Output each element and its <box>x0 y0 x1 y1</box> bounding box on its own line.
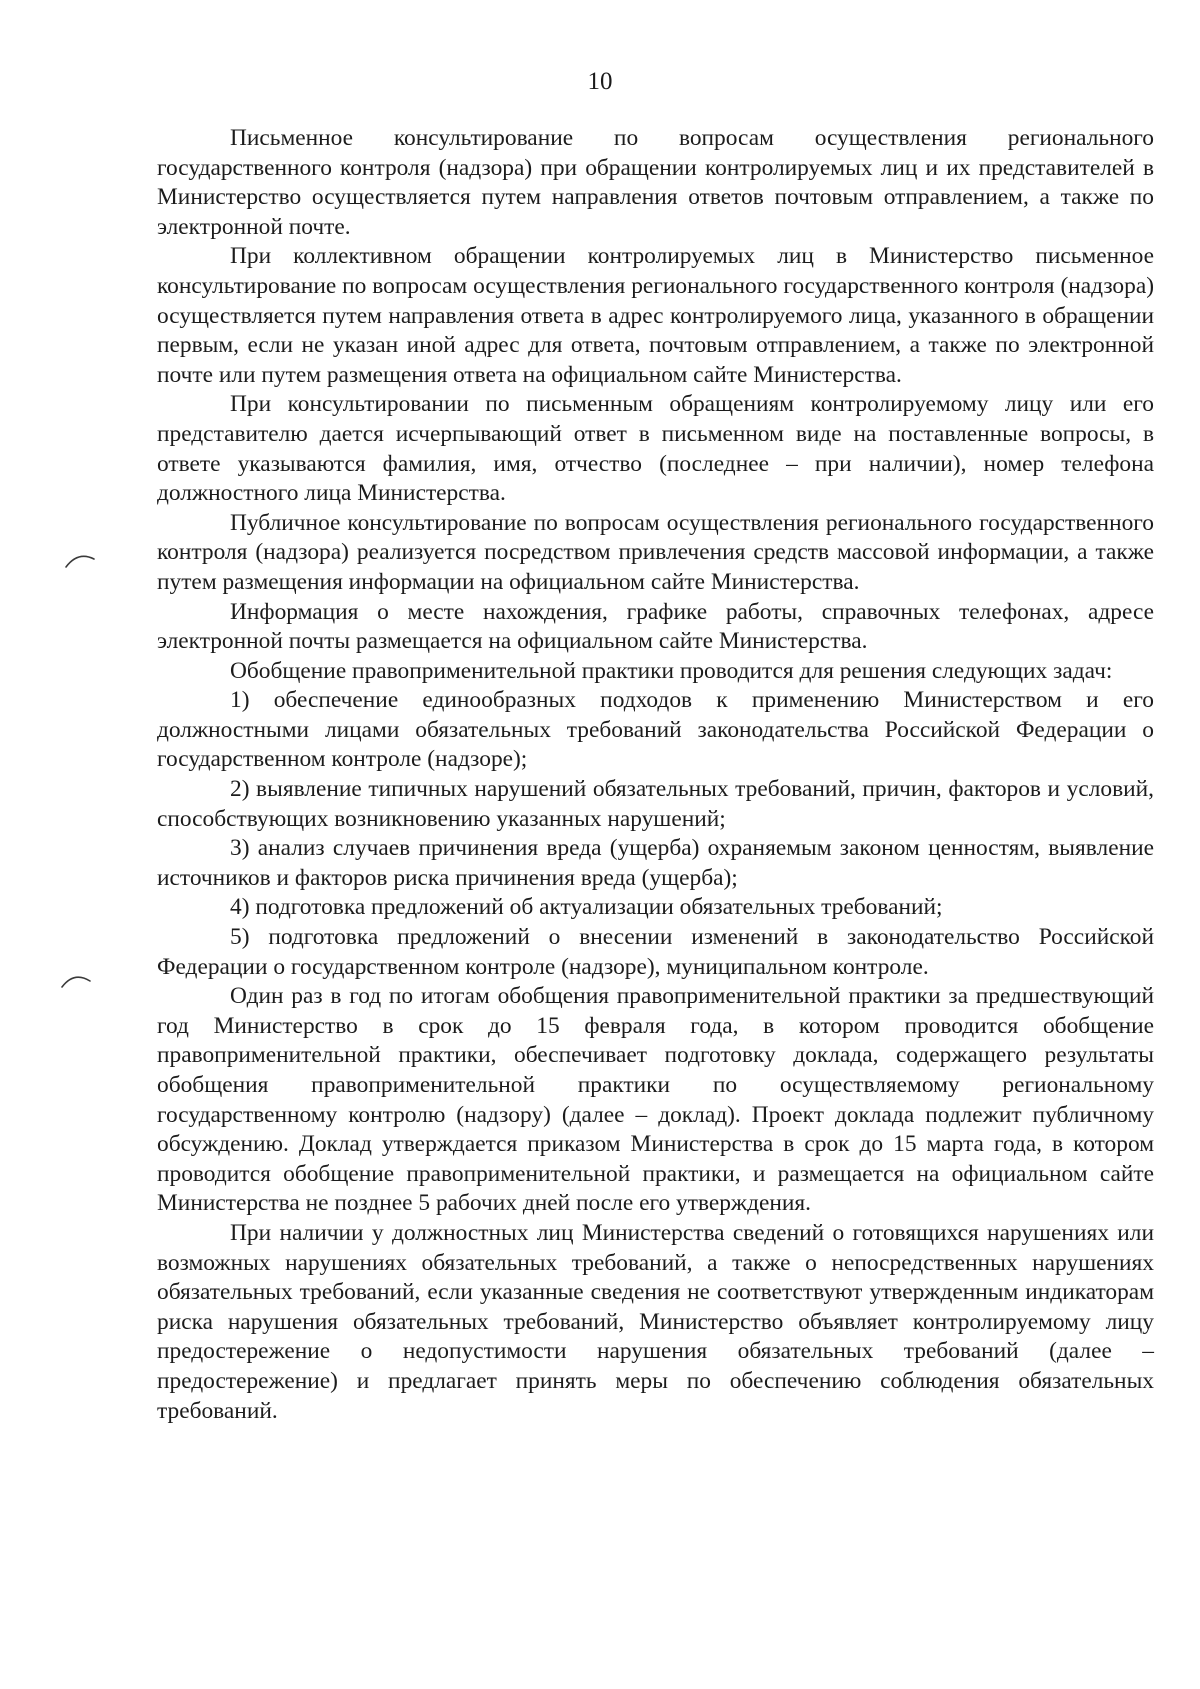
list-item-2: 2) выявление типичных нарушений обязательных требований, причин, факторов и условий, способствующих возникновению указанных нарушений; <box>157 776 1154 832</box>
page-number: 10 <box>587 68 613 95</box>
document-body <box>157 124 1154 1426</box>
hole-punch-mark-bottom <box>60 971 100 993</box>
list-item-1: 1) обеспечение единообразных подходов к применению Министерством и его должностными лицами обязательных требований законодательства Российской Федерации о государственном контроле (надзоре); <box>157 687 1154 773</box>
paragraph-written-appeal-answer: При консультировании по письменным обращениям контролируемому лицу или его представителю дается исчерпывающий ответ в письменном виде на поставленные вопросы, в ответе указываются фамилия, имя, отчество (последнее – при наличии), номер телефона должностного лица Министерства. <box>157 391 1154 507</box>
list-item-3: 3) анализ случаев причинения вреда (ущерба) охраняемым законом ценностям, выявление источников и факторов риска причинения вреда (ущерба); <box>157 835 1154 891</box>
paragraph-annual-report: Один раз в год по итогам обобщения правоприменительной практики за предшествующий год Министерство в срок до 15 февраля года, в котором проводится обобщение правоприменительной практики, обеспечивает подготовку доклада, содержащего результаты обобщения правоприменительной практики по осуществляемому региональному государственному контролю (надзору) (далее – доклад). Проект доклада подлежит публичному обсуждению. Доклад утверждается приказом Министерства в срок до 15 марта года, в котором проводится обобщение правоприменительной практики, и размещается на официальном сайте Министерства не позднее 5 рабочих дней после его утверждения. <box>157 983 1154 1217</box>
paragraph-warning: При наличии у должностных лиц Министерства сведений о готовящихся нарушениях или возможных нарушениях обязательных требований, а также о непосредственных нарушениях обязательных требований, если указанные сведения не соответствуют утвержденным индикаторам риска нарушения обязательных требований, Министерство объявляет контролируемому лицу предостережение о недопустимости нарушения обязательных требований (далее – предостережение) и предлагает принять меры по обеспечению соблюдения обязательных требований. <box>157 1219 1154 1424</box>
hole-punch-mark-top <box>64 549 104 571</box>
list-item-4: 4) подготовка предложений об актуализации обязательных требований; <box>230 894 943 921</box>
paragraph-contact-info: Информация о месте нахождения, графике работы, справочных телефонах, адресе электронной почты размещается на официальном сайте Министерства. <box>157 598 1154 655</box>
paragraph-public-consulting: Публичное консультирование по вопросам осуществления регионального государственного контроля (надзора) реализуется посредством привлечения средств массовой информации, а также путем размещения информации на официальном сайте Министерства. <box>157 509 1154 595</box>
paragraph-practice-generalization: Обобщение правоприменительной практики проводится для решения следующих задач: <box>230 657 1113 684</box>
list-item-5: 5) подготовка предложений о внесении изменений в законодательство Российской Федерации о государственном контроле (надзоре), муниципальном контроле. <box>157 924 1154 980</box>
paragraph-written-consulting: Письменное консультирование по вопросам осуществления регионального государственного контроля (надзора) при обращении контролируемых лиц и их представителей в Министерство осуществляется путем направления ответов почтовым отправлением, а также по электронной почте. <box>157 125 1154 240</box>
paragraph-collective-appeal: При коллективном обращении контролируемых лиц в Министерство письменное консультирование по вопросам осуществления регионального государственного контроля (надзора) осуществляется путем направления ответа в адрес контролируемого лица, указанного в обращении первым, если не указан иной адрес для ответа, почтовым отправлением, а также по электронной почте или путем размещения ответа на официальном сайте Министерства. <box>157 243 1154 388</box>
